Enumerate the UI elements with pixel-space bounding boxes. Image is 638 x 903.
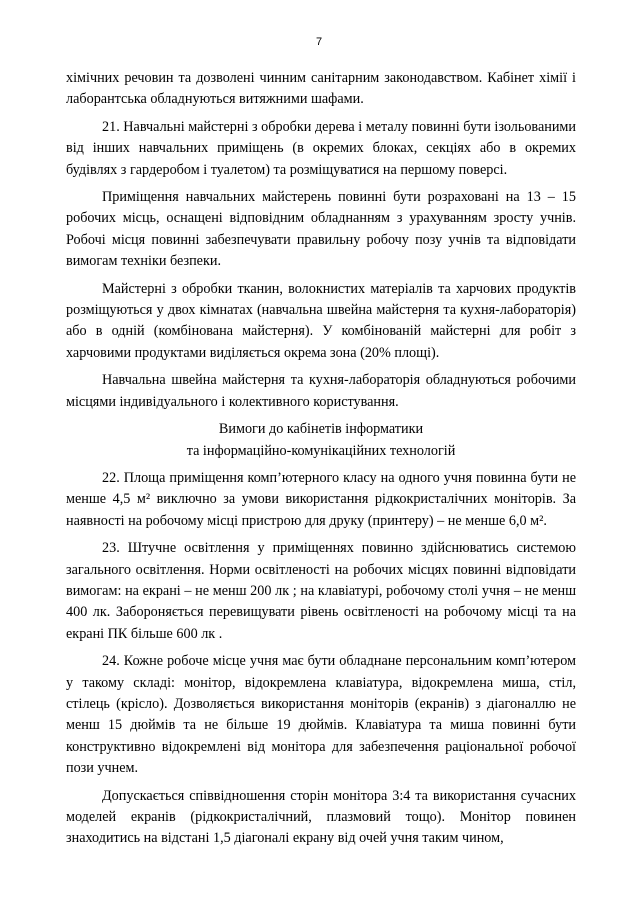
paragraph-item-21: 21. Навчальні майстерні з обробки дерева і металу повинні бути ізольованими від інших навчальних приміщень (в окремих блоках, секціях або в окремих будівлях з гардеробом і туалетом) та розміщуватися на першому поверсі. bbox=[66, 118, 576, 178]
paragraph-item-23: 23. Штучне освітлення у приміщеннях повинно здійснюватись системою загального освітлення. Норми освітленості на робочих місцях повинні відповідати вимогам: на екрані – не менш 200 лк ; на клавіатурі, робочому столі учня – не менш 400 лк. Забороняється перевищувати рівень освітленості на робочому місці та на екрані ПК більше 600 лк . bbox=[66, 540, 576, 642]
paragraph-continuation: хімічних речовин та дозволені чинним санітарним законодавством. Кабінет хімії і лаборантська обладнуються витяжними шафами. bbox=[66, 70, 576, 108]
section-heading-line-1: Вимоги до кабінетів інформатики bbox=[218, 421, 424, 438]
paragraph-item-24: 24. Кожне робоче місце учня має бути обладнане персональним комп’ютером у такому складі: монітор, відокремлена клавіатура, відокремлена миша, стіл, стілець (крісло). Дозволяється використання моніторів (екранів) з діагоналлю не менш 15 дюймів та не більше 19 дюймів. Клавіатура та миша повинні бути конструктивно відокремлені від монітора для забезпечення раціональної робочої пози учнем. bbox=[66, 653, 576, 777]
page-number: 7 bbox=[315, 36, 323, 48]
paragraph-item-22: 22. Площа приміщення комп’ютерного класу на одного учня повинна бути не менше 4,5 м² виключно за умови використання рідкокристалічних моніторів. За наявності на робочому місці пристрою для друку (принтеру) – не менше 6,0 м². bbox=[66, 469, 576, 529]
paragraph-monitor-ratio: Допускається співвідношення сторін монітора 3:4 та використання сучасних моделей екранів (рідкокристалічний, плазмовий тощо). Монітор повинен знаходитись на відстані 1,5 діагоналі екрану від очей учня таким чином, bbox=[66, 787, 576, 847]
paragraph-sewing-workshop: Навчальна швейна майстерня та кухня-лабораторія обладнуються робочими місцями індивідуального і колективного користування. bbox=[66, 372, 576, 410]
section-heading bbox=[66, 419, 576, 462]
section-heading-line-2: та інформаційно-комунікаційних технологій bbox=[186, 442, 456, 459]
paragraph-textile-workshops: Майстерні з обробки тканин, волокнистих матеріалів та харчових продуктів розміщуються у двох кімнатах (навчальна швейна майстерня та кухня-лабораторія) або в одній (комбінована майстерня). У комбінованій майстерні для робіт з харчовими продуктами виділяється окрема зона (20% площі). bbox=[66, 280, 576, 361]
document-body bbox=[66, 68, 576, 856]
paragraph-workshop-capacity: Приміщення навчальних майстерень повинні бути розраховані на 13 – 15 робочих місць, оснащені відповідним обладнанням з урахуванням зросту учнів. Робочі місця повинні забезпечувати правильну робочу позу учнів та відповідати вимогам техніки безпеки. bbox=[66, 189, 576, 270]
